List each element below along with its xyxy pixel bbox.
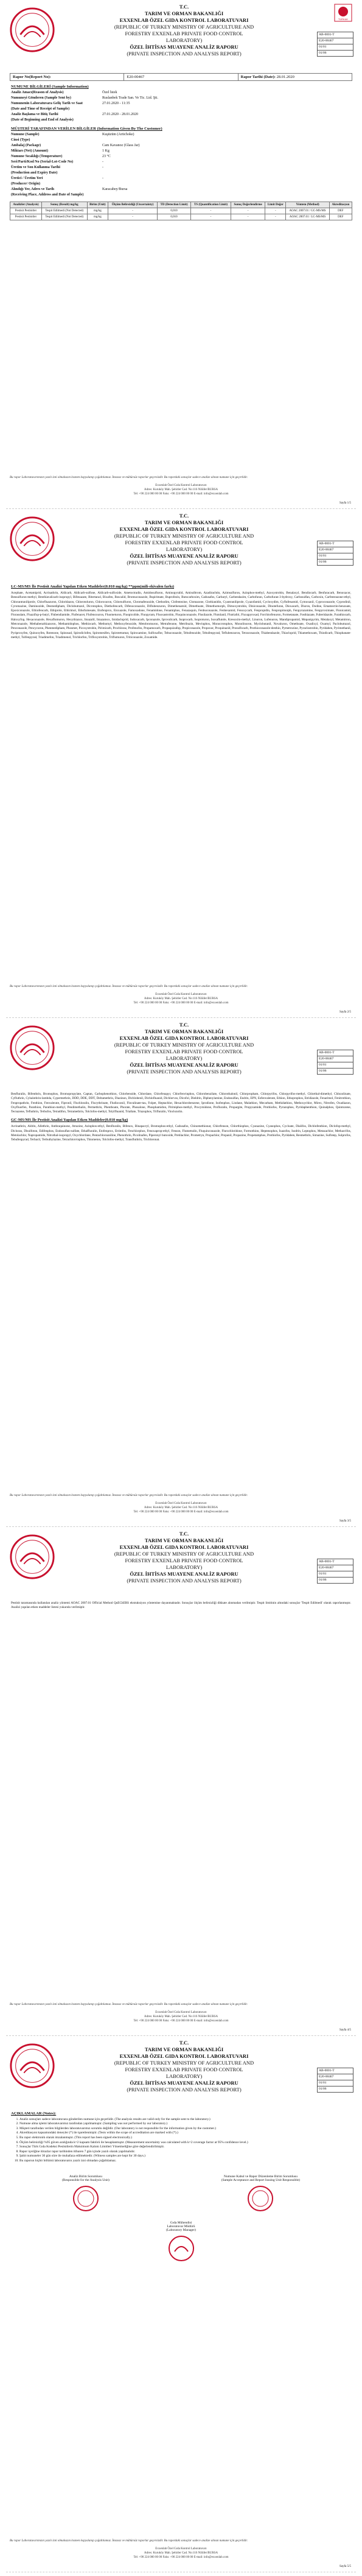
gcms-substance-list: Acrinathrin, Aldrin, Allethrin, Anthraquinone, Atrazine, Azinphos-ethyl, Benfluralin, Bifenox, Binapacryl, Bromophos-ethyl, Cadusafos, Chinomethionat, Chlorfenson, Chlorthiophos, Cyanazine, Cyanophos, Cycloate, Dialifos, Dichlofenthion, Diclofop-methyl, Dicloran, Disulfoton, Edifenphos, Endosulfan-sulfate, Ethalfluralin, Etofenprox, Etrimfos, Fenchlorphos, Fenoxaprop-ethyl, Fenson, Flumetralin, Fluquinconazole, Flurochloridone, Formothion, Heptenophos, Isazofos, Isodrin, Leptophos, Metazachlor, Methacrifos, Metolachlor, Napropamide, Nitrothal-isopropyl, Oxychlordane, Pentachloroaniline, Phenothrin, Picolinafen, Piperonyl butoxide, Pretilachlor, Prometryn, Propachlor, Propanil, Propazine, Propetamphos, Prothiofos, Pyridaben, Resmethrin, Simazine, Sulfotep, Sulprofos, Tebufenpyrad, Terbacil, Terbuthylazine, Tetrachlorvinphos, Thiometon, Tolclofos-methyl, Transfluthrin, Trichloronat. bbox=[11, 1125, 351, 1142]
lab-name-en-3: LABORATORY) bbox=[165, 1564, 203, 1570]
doc-code-2: E20-00467 bbox=[318, 547, 353, 553]
sample-info-key: (Date and Time of Receipt of Sample) bbox=[11, 107, 70, 111]
lab-stamp-icon bbox=[246, 2185, 274, 2213]
page-number: Sayfa 4/5 bbox=[339, 2029, 351, 2032]
page-header bbox=[6, 1018, 356, 1090]
page-header bbox=[6, 0, 356, 72]
footer-lab-name: Exxenlab Özel Gıda Kontrol Laboratuvarı bbox=[155, 1502, 207, 1505]
doc-code-2: E20-00467 bbox=[318, 2074, 353, 2080]
customer-info-value: - bbox=[102, 177, 103, 180]
result-cell: mg/kg bbox=[87, 208, 108, 214]
footer-lab-name: Exxenlab Özel Gıda Kontrol Laboratuvarı bbox=[155, 2011, 207, 2014]
footer-address: Adres: Kuruköy Mah. Şehitler Cad. No:116 Nilüfer/BURSA bbox=[144, 488, 218, 491]
customer-info-value bbox=[102, 192, 351, 198]
sample-info-key: Numuneyi Gönderen (Sample Sent by) bbox=[11, 96, 71, 100]
customer-info-value: Karacabey/Bursa bbox=[102, 188, 128, 191]
lab-name-en-1: (REPUBLIC OF TURKEY MINISTRY OF AGRICULTURE AND bbox=[114, 533, 254, 539]
footer-contact: Tel: +90 224 000 00 00 Faks: +90 224 000 00 00 E-mail: info@exxenlab.com bbox=[133, 2020, 229, 2023]
lab-name-en-1: (REPUBLIC OF TURKEY MINISTRY OF AGRICULTURE AND bbox=[114, 2060, 254, 2066]
lcms-list-title: LC-MS/MS İle Pestisit Analizi Yapılan Etken Maddeler(0.010 mg/kg) **ppm(mili-ekivalen farkı) bbox=[11, 584, 175, 589]
result-cell: DEF bbox=[329, 208, 352, 214]
sample-info-list bbox=[6, 90, 356, 123]
report-page-3 bbox=[6, 1018, 356, 1527]
result-cell: DEF bbox=[329, 214, 352, 220]
tc-label: T.C. bbox=[179, 2040, 189, 2046]
table-row bbox=[10, 214, 352, 220]
copy-warning: Bu rapor Laboratuvarımızın yazılı izni olmaksızın kısmen kopyalanıp çoğaltılamaz. İmzasız ve mühürsüz raporlar geçersizdir. Bu rapordaki sonuçlar sadece analize alınan numune için geçerlidir. bbox=[10, 2003, 248, 2006]
lab-name-en-1: (REPUBLIC OF TURKEY MINISTRY OF AGRICULTURE AND bbox=[114, 1042, 254, 1048]
result-cell: - bbox=[191, 214, 231, 220]
method-statement: Pestisit taramasında kullanılan analiz yöntemi AOAC 2007.01 Official Method QuEChERS ekstraksiyon yöntemine dayanmaktadır. Sonuçlar ölçüm belirsizliği dikkate alınmadan verilmiştir. Tespit limitinin altındaki sonuçlar 'Tespit Edilmedi' olarak raporlanmıştır. Analizi yapılan etken maddeler listesi yukarıda verilmiştir. bbox=[11, 1601, 351, 1610]
document-code-box bbox=[317, 2068, 353, 2093]
list-item: 9. Şahit numuneler 30 gün süre ile muhafaza edilmektedir. (Witness samples are kept for 30 days.) bbox=[19, 2154, 351, 2159]
sample-info-value: 27.01.2020 - 11:35 bbox=[102, 102, 130, 105]
customer-info-value: Cam Kavanoz (Glass Jar) bbox=[102, 144, 140, 147]
results-header-cell: Limit Değer bbox=[265, 202, 286, 208]
customer-info-key: Numune Sıcaklığı (Temperature) bbox=[11, 155, 63, 158]
lab-name-en-3: LABORATORY) bbox=[165, 37, 203, 43]
result-cell: 0,010 bbox=[158, 214, 191, 220]
ministry-name: TARIM VE ORMAN BAKANLIĞI bbox=[144, 10, 224, 16]
result-cell: Tespit Edilmedi (Not Detected) bbox=[41, 208, 87, 214]
customer-info-value: Kuşüzüm (Artichoke) bbox=[102, 133, 134, 136]
ministry-emblem-icon bbox=[9, 1024, 56, 1072]
list-item: 1. Analiz sonuçları sadece laboratuvara gönderilen numune için geçerlidir. (The analysis results are valid only for the sample sent to the laboratory.) bbox=[19, 2118, 351, 2122]
footer-lab-name: Exxenlab Özel Gıda Kontrol Laboratuvarı bbox=[155, 2547, 207, 2550]
doc-code-1: AB-0001-T bbox=[318, 541, 353, 547]
customer-info-list bbox=[6, 132, 356, 198]
results-header-cell: Sonuç (Result) mg/kg bbox=[41, 202, 87, 208]
ministry-emblem-icon bbox=[9, 6, 56, 54]
page-header bbox=[6, 2036, 356, 2108]
notes-section bbox=[11, 2111, 351, 2164]
signature-left-title-en: (Responsible for the Analysis Unit) bbox=[61, 2178, 110, 2182]
result-cell: Tespit Edilmedi (Not Detected) bbox=[41, 214, 87, 220]
footer-address: Adres: Kuruköy Mah. Şehitler Cad. No:116 Nilüfer/BURSA bbox=[144, 997, 218, 1000]
sample-info-key: (Date of Beginning and End of Analysis) bbox=[11, 118, 74, 122]
result-cell: - bbox=[231, 208, 265, 214]
report-page-5 bbox=[6, 2036, 356, 2572]
report-page-1 bbox=[6, 0, 356, 509]
lab-stamp-icon bbox=[72, 2185, 100, 2213]
doc-code-3: 01/01 bbox=[318, 44, 353, 51]
result-cell: - bbox=[108, 208, 158, 214]
tc-label: T.C. bbox=[179, 4, 189, 10]
signature-row bbox=[6, 2175, 356, 2216]
list-item: 5. Bu rapor elektronik olarak imzalanmıştır. (This report has been signed electronically.) bbox=[19, 2136, 351, 2141]
list-item: 6. Ölçüm belirsizliği %95 güven aralığında k=2 kapsam faktörü ile hesaplanmıştır. (Measurement uncertainty was calculated with k=2 coverage factor at 95% confidence level.) bbox=[19, 2141, 351, 2146]
tc-label: T.C. bbox=[179, 513, 189, 519]
list-item: 8. Rapor içeriğine itirazlar rapor tarihinden itibaren 7 gün içinde yazılı olarak yapılmalıdır. bbox=[19, 2150, 351, 2155]
footer-lab-name: Exxenlab Özel Gıda Kontrol Laboratuvarı bbox=[155, 993, 207, 996]
report-date-label: Rapor Tarihi (Date): bbox=[240, 75, 276, 79]
result-cell: mg/kg bbox=[87, 214, 108, 220]
result-cell: - bbox=[108, 214, 158, 220]
manager-title-en: (Laboratory Manager) bbox=[165, 2228, 197, 2232]
substance-list-continued: Benfluralin, Bifenthrin, Bromophos, Bromopropylate, Captan, Carbophenothion, Chlorbenside, Chlordane, Chlorfenapyr, Chlorfenvinphos, Chlorobenzilate, Chlorothalonil, Chlorpropham, Chlorpyrifos, Chlorpyrifos-methyl, Chlorthal-dimethyl, Chlozolinate, Cyfluthrin, Cyhalothrin-lambda, Cypermethrin, DDD, DDE, DDT, Deltamethrin, Diazinon, Dichlobenil, Dichlofluanid, Dichlorvos, Dicofol, Dieldrin, Diphenylamine, Endosulfan, Endrin, EPN, Esfenvalerate, Ethion, Ethoprophos, Etridiazole, Fenarimol, Fenitrothion, Fenpropathrin, Fenthion, Fenvalerate, Fipronil, Fluchloralin, Flucythrinate, Fludioxonil, Fluvalinate-tau, Folpet, Heptachlor, Hexachlorobenzene, Iprodione, Isofenphos, Lindane, Malathion, Mecarbam, Methidathion, Methoxychlor, Mirex, Nitrofen, Oxadiazon, Oxyfluorfen, Parathion, Parathion-methyl, Pendimethalin, Permethrin, Phenthoate, Phorate, Phosalone, Phosphamidon, Pirimiphos-methyl, Procymidone, Profluralin, Propargite, Propyzamide, Prothiofos, Pyrazophos, Pyridaphenthion, Quinalphos, Quintozene, Tecnazene, Tefluthrin, Terbufos, Tetradifon, Tetramethrin, Tolclofos-methyl, Tolylfluanid, Triallate, Triazophos, Trifluralin, Vinclozolin. bbox=[11, 1092, 351, 1114]
copy-warning: Bu rapor Laboratuvarımızın yazılı izni olmaksızın kısmen kopyalanıp çoğaltılamaz. İmzasız ve mühürsüz raporlar geçersizdir. Bu rapordaki sonuçlar sadece analize alınan numune için geçerlidir. bbox=[10, 476, 248, 479]
page-footer bbox=[10, 984, 352, 1005]
lab-name-en-3: LABORATORY) bbox=[165, 546, 203, 552]
turkak-logo-text: TÜRKAK bbox=[338, 18, 349, 21]
doc-code-3: 01/01 bbox=[318, 2080, 353, 2086]
report-title-en: (PRIVATE INSPECTION AND ANALYSIS REPORT) bbox=[127, 51, 242, 57]
report-title-en: (PRIVATE INSPECTION AND ANALYSIS REPORT) bbox=[127, 560, 242, 566]
doc-code-4: 01/06 bbox=[319, 51, 327, 55]
copy-warning: Bu rapor Laboratuvarımızın yazılı izni olmaksızın kısmen kopyalanıp çoğaltılamaz. İmzasız ve mühürsüz raporlar geçersizdir. Bu rapordaki sonuçlar sadece analize alınan numune için geçerlidir. bbox=[10, 1494, 248, 1497]
customer-info-key: Ambalaj (Package) bbox=[11, 144, 41, 147]
table-row bbox=[10, 208, 352, 214]
customer-info-key: Numune (Sample) bbox=[11, 133, 40, 136]
tc-label: T.C. bbox=[179, 1022, 189, 1028]
footer-address: Adres: Kuruköy Mah. Şehitler Cad. No:116 Nilüfer/BURSA bbox=[144, 2015, 218, 2018]
signature-left bbox=[62, 2175, 110, 2216]
result-cell: AOAC 2007.01 / LC-MS/MS bbox=[286, 214, 329, 220]
sample-info-key: Numunenin Laboratuvara Geliş Tarih ve Saat bbox=[11, 102, 83, 105]
page-number: Sayfa 2/5 bbox=[339, 1011, 351, 1014]
sample-info-key: Analiz Amacı(Reason of Analysis) bbox=[11, 91, 64, 94]
document-code-box bbox=[317, 1559, 353, 1584]
customer-info-key: (Receiving Place, Address and Date of Sample) bbox=[11, 193, 84, 197]
ministry-name: TARIM VE ORMAN BAKANLIĞI bbox=[144, 1028, 224, 1034]
lab-name-en-3: LABORATORY) bbox=[165, 1055, 203, 1061]
customer-info-value: 23 °C bbox=[102, 155, 111, 158]
footer-address: Adres: Kuruköy Mah. Şehitler Cad. No:116 Nilüfer/BURSA bbox=[144, 1506, 218, 1509]
tc-label: T.C. bbox=[179, 1531, 189, 1537]
lab-name: EXXENLAB ÖZEL GIDA KONTROL LABORATUVARI bbox=[119, 1544, 249, 1550]
result-cell: - bbox=[191, 208, 231, 214]
report-title-en: (PRIVATE INSPECTION AND ANALYSIS REPORT) bbox=[127, 1069, 242, 1075]
sample-info-value: Özel İstek bbox=[102, 91, 117, 94]
footer-lab-name: Exxenlab Özel Gıda Kontrol Laboratuvarı bbox=[155, 484, 207, 487]
lab-name-en-2: FORESTRY EXXENLAB PRIVATE FOOD CONTROL bbox=[125, 1048, 243, 1055]
doc-code-4: 01/06 bbox=[319, 1578, 327, 1582]
doc-code-3: 01/01 bbox=[318, 1571, 353, 1578]
page-header bbox=[6, 1527, 356, 1599]
doc-code-1: AB-0001-T bbox=[318, 32, 353, 38]
ministry-name: TARIM VE ORMAN BAKANLIĞI bbox=[144, 2046, 224, 2052]
footer-contact: Tel: +90 224 000 00 00 Faks: +90 224 000 00 00 E-mail: info@exxenlab.com bbox=[133, 1002, 229, 1005]
manager-title: Laboratuvar Müdürü bbox=[167, 2224, 195, 2228]
signature-manager bbox=[6, 2221, 356, 2266]
doc-code-4: 01/06 bbox=[319, 2087, 327, 2091]
report-title: ÖZEL İHTİSAS MUAYENE ANALİZ RAPORU bbox=[130, 2080, 238, 2086]
list-item: 10. Bu raporun hiçbir bölümü laboratuvarın yazılı izni olmadan çoğaltılamaz. bbox=[19, 2159, 351, 2164]
customer-info-value bbox=[102, 138, 351, 143]
list-item: 3. Müşteri tarafından verilen bilgilerden laboratuvarımız sorumlu değildir. (Our laboratory is not responsible for the information given by the customer.) bbox=[19, 2127, 351, 2132]
lab-name-en-1: (REPUBLIC OF TURKEY MINISTRY OF AGRICULTURE AND bbox=[114, 1551, 254, 1557]
customer-info-key: (Producer/ Origin) bbox=[11, 182, 41, 186]
sample-info-value bbox=[102, 118, 351, 123]
lab-name-en-2: FORESTRY EXXENLAB PRIVATE FOOD CONTROL bbox=[125, 30, 243, 37]
lab-name: EXXENLAB ÖZEL GIDA KONTROL LABORATUVARI bbox=[119, 2053, 249, 2059]
lab-name-en-1: (REPUBLIC OF TURKEY MINISTRY OF AGRICULTURE AND bbox=[114, 24, 254, 30]
customer-info-key: Seri/Parti/Kod No (Serial-Lot-Code No) bbox=[11, 160, 74, 164]
doc-code-2: E20-00467 bbox=[318, 38, 353, 44]
doc-code-1: AB-0001-T bbox=[318, 1559, 353, 1565]
customer-info-key: Üretim ve Son Kullanma Tarihi bbox=[11, 166, 60, 169]
result-cell: - bbox=[265, 214, 286, 220]
list-item: 7. Sonuçlar Türk Gıda Kodeksi Pestisitlerin Maksimum Kalıntı Limitleri Yönetmeliğine göre değerlendirilmiştir. bbox=[19, 2145, 351, 2150]
document-code-box bbox=[317, 541, 353, 566]
customer-info-key: Alındığı Yer, Adres ve Tarih bbox=[11, 188, 54, 191]
footer-address: Adres: Kuruköy Mah. Şehitler Cad. No:116 Nilüfer/BURSA bbox=[144, 2552, 218, 2555]
results-header-cell: Birim (Unit) bbox=[87, 202, 108, 208]
doc-code-3: 01/01 bbox=[318, 553, 353, 560]
results-table bbox=[10, 202, 352, 220]
lab-name-en-3: LABORATORY) bbox=[165, 2073, 203, 2079]
sample-info-title: NUMUNE BİLGİLERİ (Sample Information) bbox=[11, 85, 89, 89]
customer-info-value bbox=[102, 170, 351, 176]
results-header-cell: Ölçüm Belirsizliği (Uncertainty) bbox=[108, 202, 158, 208]
document-code-box bbox=[317, 32, 353, 57]
ministry-emblem-icon bbox=[9, 515, 56, 563]
report-no-value: E20-00467 bbox=[124, 74, 238, 80]
lab-name-en-2: FORESTRY EXXENLAB PRIVATE FOOD CONTROL bbox=[125, 539, 243, 546]
sample-info-value: Ruslanbek Trade San. Ve Tic. Ltd. Şti. bbox=[102, 96, 158, 100]
page-number: Sayfa 1/5 bbox=[339, 502, 351, 505]
customer-info-title: MÜŞTERİ TARAFINDAN VERİLEN BİLGİLER (Information Given By The Customer) bbox=[11, 127, 162, 131]
list-item: 4. Akreditasyon kapsamındaki deneyler (*) ile işaretlenmiştir. (Tests within the scope of accreditation are marked with (*).) bbox=[19, 2131, 351, 2136]
report-date-value: 28.01.2020 bbox=[276, 75, 294, 79]
results-header-cell: Akreditasyon bbox=[329, 202, 352, 208]
list-item: 2. Numune alma işlemi laboratuvarımız tarafından yapılmamıştır. (Sampling was not performed by our laboratory.) bbox=[19, 2122, 351, 2127]
notes-title: AÇIKLAMALAR (Notes): bbox=[11, 2111, 57, 2116]
ministry-name: TARIM VE ORMAN BAKANLIĞI bbox=[144, 519, 224, 525]
result-cell: Pestisit Pestisitler bbox=[10, 208, 42, 214]
result-cell: AOAC 2007.01 / GC-MS/MS bbox=[286, 208, 329, 214]
page-footer bbox=[10, 476, 352, 496]
report-title: ÖZEL İHTİSAS MUAYENE ANALİZ RAPORU bbox=[130, 553, 238, 559]
report-page-2 bbox=[6, 509, 356, 1018]
ministry-name: TARIM VE ORMAN BAKANLIĞI bbox=[144, 1537, 224, 1543]
footer-contact: Tel: +90 224 000 00 00 Faks: +90 224 000 00 00 E-mail: info@exxenlab.com bbox=[133, 493, 229, 496]
doc-code-2: E20-00467 bbox=[318, 1056, 353, 1062]
result-cell: - bbox=[265, 208, 286, 214]
lab-name-en-2: FORESTRY EXXENLAB PRIVATE FOOD CONTROL bbox=[125, 2066, 243, 2072]
lab-name: EXXENLAB ÖZEL GIDA KONTROL LABORATUVARI bbox=[119, 17, 249, 23]
results-header-cell: Yöntem (Method) bbox=[286, 202, 329, 208]
lab-name: EXXENLAB ÖZEL GIDA KONTROL LABORATUVARI bbox=[119, 526, 249, 532]
manager-name: Gıda Mühendisi bbox=[170, 2220, 192, 2225]
doc-code-4: 01/06 bbox=[319, 1069, 327, 1073]
results-header-cell: TD (Detection Limit) bbox=[158, 202, 191, 208]
customer-info-key: Üretici / Üretim Yeri bbox=[11, 177, 43, 180]
results-header-cell: TS (Quantification Limit) bbox=[191, 202, 231, 208]
sample-info-value: 27.01.2020 - 28.01.2020 bbox=[102, 113, 138, 116]
report-title: ÖZEL İHTİSAS MUAYENE ANALİZ RAPORU bbox=[130, 1062, 238, 1068]
sample-info-value bbox=[102, 107, 351, 112]
signature-right-title-en: (Sample Acceptance and Report Issuing Unit Responsible) bbox=[221, 2178, 301, 2182]
turkak-logo-icon bbox=[334, 4, 352, 22]
doc-code-4: 01/06 bbox=[319, 560, 327, 564]
report-title: ÖZEL İHTİSAS MUAYENE ANALİZ RAPORU bbox=[130, 1571, 238, 1577]
ministry-emblem-icon bbox=[9, 1533, 56, 1581]
report-title: ÖZEL İHTİSAS MUAYENE ANALİZ RAPORU bbox=[130, 44, 238, 50]
signature-right bbox=[221, 2175, 300, 2216]
doc-code-1: AB-0001-T bbox=[318, 2068, 353, 2074]
customer-info-key: (Production and Expiry Date) bbox=[11, 171, 58, 175]
results-header-cell: Analizler (Analysis) bbox=[10, 202, 42, 208]
signature-right-title: Numune Kabul ve Rapor Düzenleme Birim Sorumlusu bbox=[223, 2174, 298, 2178]
customer-info-value bbox=[102, 181, 351, 187]
page-footer bbox=[10, 2539, 352, 2560]
page-number: Sayfa 3/5 bbox=[339, 1520, 351, 1523]
lcms-substance-list: Acephate, Acetamiprid, Acrinathrin, Aldicarb, Aldicarb-sulfone, Aldicarb-sulfoxide, Ametoctradin, Amidosulfuron, Aminopyralid, Amisulbrom, Azadirachtin, Azimsulfuron, Azinphos-methyl, Azoxystrobin, Benalaxyl, Bendiocarb, Benfuracarb, Benoxacor, Bensulfuron-methyl, Benthiavalicarb-isopropyl, Bifenazate, Bitertanol, Bixafen, Boscalid, Bromuconazole, Bupirimate, Buprofezin, Butocarboxim, Cadusafos, Carbaryl, Carbendazim, Carbofuran, Carbofuran-3-hydroxy, Carbosulfan, Carboxin, Carfentrazone-ethyl, Chlorantraniliprole, Chlorfluazuron, Chloridazon, Chlorotoluron, Chloroxuron, Chlorsulfuron, Chromafenozide, Clethodim, Clofentezine, Clomazone, Clothianidin, Cyantraniliprole, Cyazofamid, Cycloxydim, Cyflufenamid, Cymoxanil, Cyproconazole, Cyprodinil, Cyromazine, Daminozide, Desmedipham, Diclobutrazol, Dicrotophos, Diethofencarb, Difenoconazole, Diflubenzuron, Dimethenamid, Dimethoate, Dimethomorph, Dimoxystrobin, Diniconazole, Dinotefuran, Dioxacarb, Diuron, Dodine, Emamectin-benzoate, Epoxiconazole, Ethiofencarb, Ethiprole, Ethirimol, Ethofumesate, Etofenprox, Etoxazole, Famoxadone, Fenamidone, Fenamiphos, Fenazaquin, Fenbuconazole, Fenhexamid, Fenoxycarb, Fenpropidin, Fenpropimorph, Fenpyrazamine, Fenpyroximate, Flonicamid, Florasulam, Fluazifop-p-butyl, Flubendiamide, Flufenacet, Flufenoxuron, Fluometuron, Fluopicolide, Fluopyram, Fluoxastrobin, Fluquinconazole, Flusilazole, Flutolanil, Flutriafol, Fluxapyroxad, Forchlorfenuron, Formetanate, Fosthiazate, Fuberidazole, Furathiocarb, Haloxyfop, Hexaconazole, Hexaflumuron, Hexythiazox, Imazalil, Imazamox, Imidacloprid, Indoxacarb, Ipconazole, Iprovalicarb, Isoprocarb, Isoproturon, Isoxaflutole, Kresoxim-methyl, Linuron, Lufenuron, Mandipropamid, Mepanipyrim, Metalaxyl, Metamitron, Metconazole, Methabenzthiazuron, Methamidophos, Methiocarb, Methomyl, Methoxyfenozide, Metobromuron, Metrafenone, Metribuzin, Mevinphos, Monocrotophos, Monolinuron, Myclobutanil, Novaluron, Omethoate, Oxadixyl, Oxamyl, Paclobutrazol, Penconazole, Pencycuron, Phenmedipham, Phosmet, Picoxystrobin, Pirimicarb, Prochloraz, Profenofos, Propamocarb, Propaquizafop, Propiconazole, Propoxur, Proquinazid, Prosulfocarb, Prothioconazole-desthio, Pymetrozine, Pyraclostrobin, Pyridaben, Pyrimethanil, Pyriproxyfen, Quinoxyfen, Rotenone, Spinosad, Spirodiclofen, Spiromesifen, Spirotetramat, Spiroxamine, Sulfoxaflor, Tebuconazole, Tebufenozide, Tebufenpyrad, Teflubenzuron, Tetraconazole, Thiabendazole, Thiacloprid, Thiamethoxam, Thiodicarb, Thiophanate-methyl, Tolfenpyrad, Triadimefon, Triadimenol, Trichlorfon, Trifloxystrobin, Triflumuron, Triticonazole, Zoxamide. bbox=[11, 591, 351, 639]
page-header bbox=[6, 509, 356, 581]
customer-info-value: - bbox=[102, 160, 103, 164]
report-page-4 bbox=[6, 1527, 356, 2036]
page-number: Sayfa 5/5 bbox=[339, 2565, 351, 2568]
lab-name: EXXENLAB ÖZEL GIDA KONTROL LABORATUVARI bbox=[119, 1035, 249, 1041]
lab-name-en-2: FORESTRY EXXENLAB PRIVATE FOOD CONTROL bbox=[125, 1557, 243, 1563]
document-code-box bbox=[317, 1050, 353, 1075]
result-cell: 0,010 bbox=[158, 208, 191, 214]
result-cell: - bbox=[231, 214, 265, 220]
doc-code-3: 01/01 bbox=[318, 1062, 353, 1069]
copy-warning: Bu rapor Laboratuvarımızın yazılı izni olmaksızın kısmen kopyalanıp çoğaltılamaz. İmzasız ve mühürsüz raporlar geçersizdir. Bu rapordaki sonuçlar sadece analize alınan numune için geçerlidir. bbox=[10, 985, 248, 988]
customer-info-key: Miktarı (Net) (Amount) bbox=[11, 149, 48, 153]
footer-contact: Tel: +90 224 000 00 00 Faks: +90 224 000 00 00 E-mail: info@exxenlab.com bbox=[133, 2556, 229, 2559]
copy-warning: Bu rapor Laboratuvarımızın yazılı izni olmaksızın kısmen kopyalanıp çoğaltılamaz. İmzasız ve mühürsüz raporlar geçersizdir. Bu rapordaki sonuçlar sadece analize alınan numune için geçerlidir. bbox=[10, 2539, 248, 2543]
report-title-en: (PRIVATE INSPECTION AND ANALYSIS REPORT) bbox=[127, 1578, 242, 1584]
official-seal-icon bbox=[167, 2234, 195, 2262]
sample-info-key: Analiz Başlama ve Bitiş Tarihi bbox=[11, 113, 58, 116]
results-header-cell: Sonuç Değerlendirme bbox=[231, 202, 265, 208]
footer-contact: Tel: +90 224 000 00 00 Faks: +90 224 000 00 00 E-mail: info@exxenlab.com bbox=[133, 1511, 229, 1514]
result-cell: Pestisit Pestisitler bbox=[10, 214, 42, 220]
customer-info-key: Cinsi (Type) bbox=[11, 138, 30, 142]
page-footer bbox=[10, 2002, 352, 2023]
report-title-en: (PRIVATE INSPECTION AND ANALYSIS REPORT) bbox=[127, 2086, 242, 2093]
doc-code-2: E20-00467 bbox=[318, 1565, 353, 1571]
customer-info-value: 1 Kg bbox=[102, 149, 110, 153]
ministry-emblem-icon bbox=[9, 2042, 56, 2090]
gcms-list-title: GC-MS/MS İle Pestisit Analizi Yapılan Etken Maddeler(0.010 mg/kg) bbox=[11, 1118, 128, 1123]
signature-left-title: Analiz Birim Sorumlusu bbox=[69, 2174, 102, 2178]
page-footer bbox=[10, 1493, 352, 1514]
customer-info-value: - bbox=[102, 166, 103, 169]
report-number-row bbox=[10, 73, 352, 81]
doc-code-1: AB-0001-T bbox=[318, 1050, 353, 1056]
report-no-label: Rapor No(Report No): bbox=[13, 75, 51, 79]
